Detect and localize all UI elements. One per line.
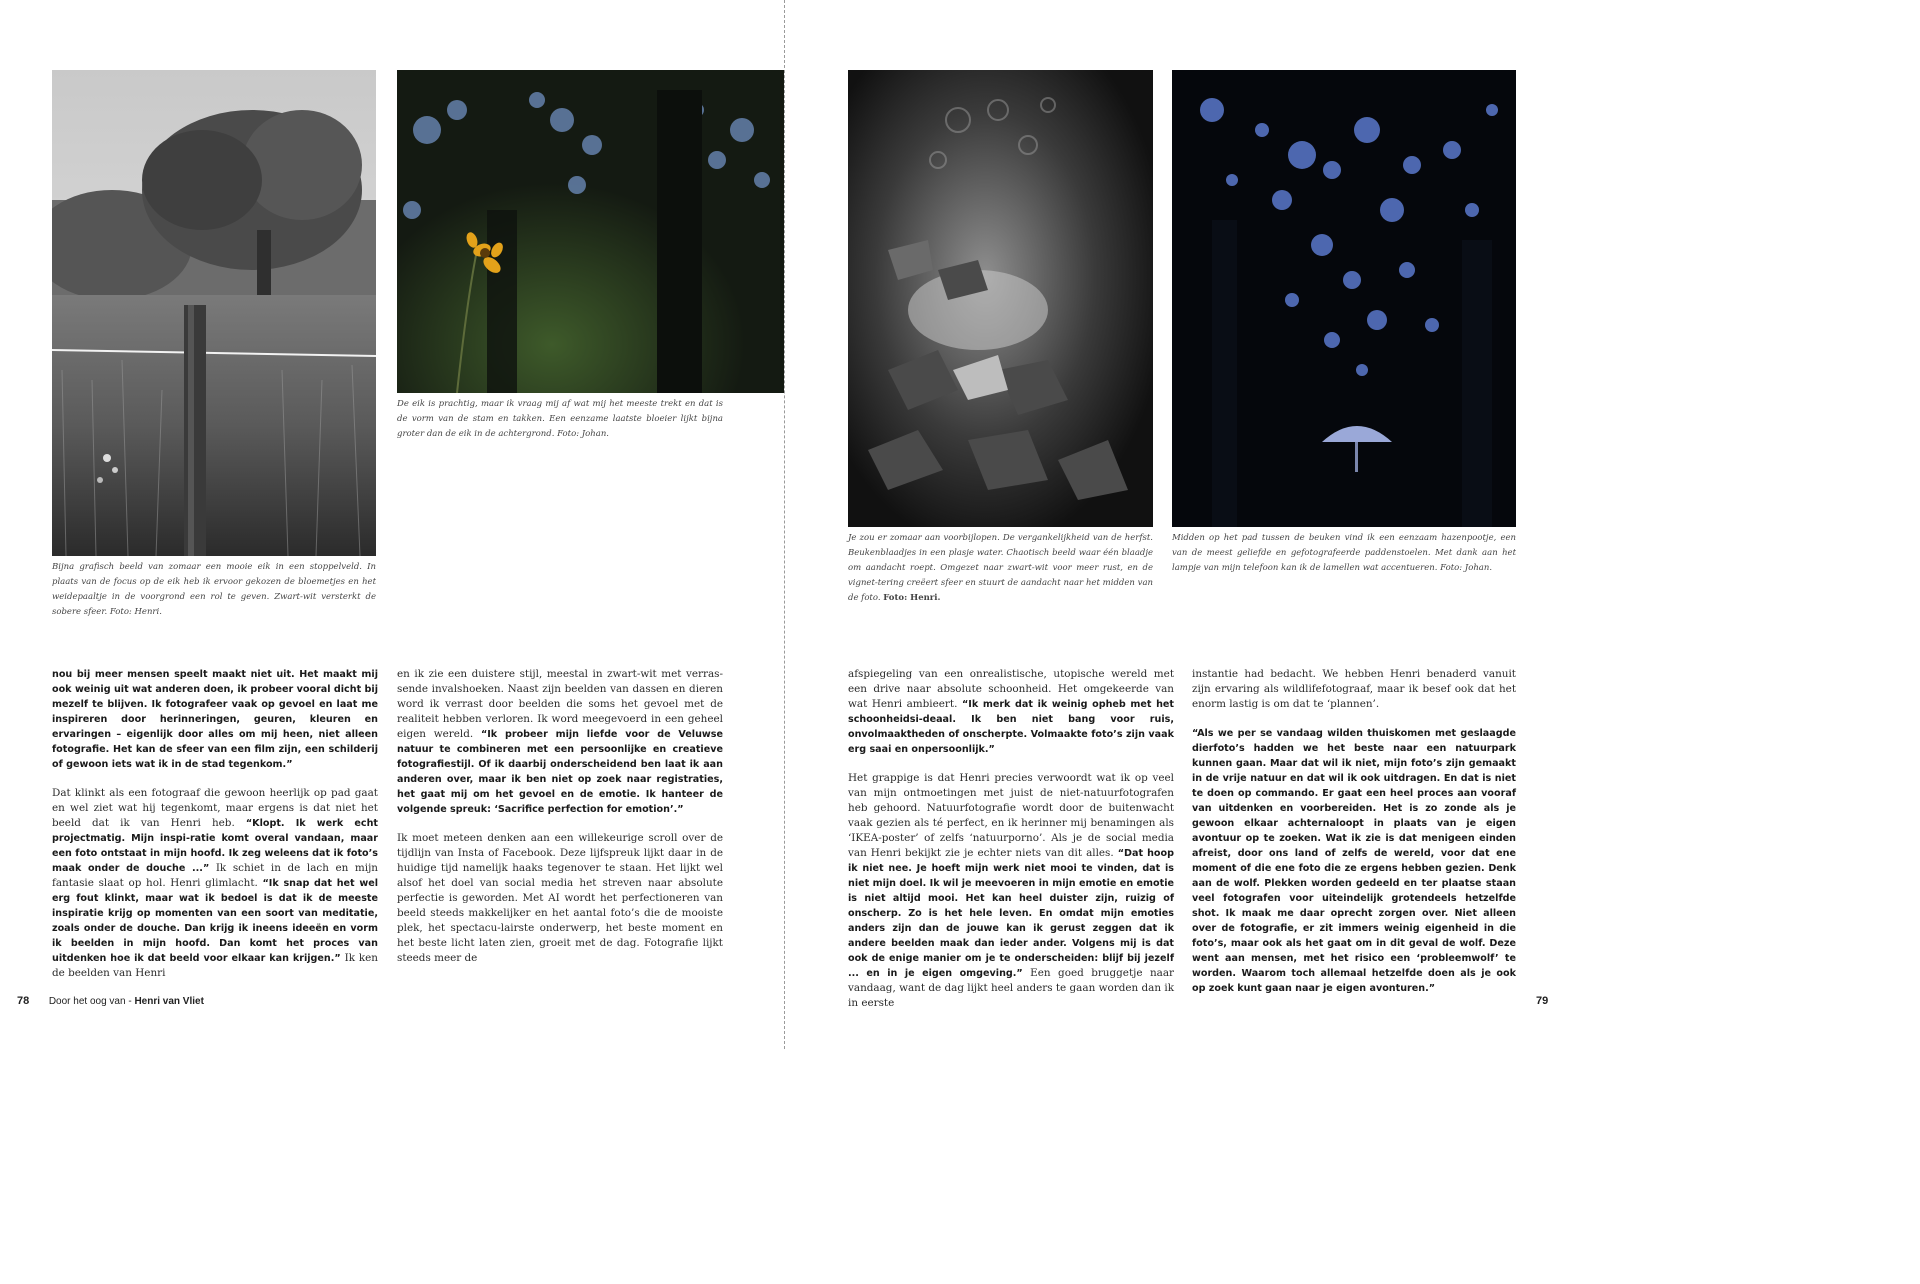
article-column-4 — [1192, 667, 1516, 1010]
quote: “Als we per se vandaag wilden thuiskomen met geslaagde dierfoto’s hadden we het beste naar een natuurpark kunnen gaan. Maar dat wil ik niet, mijn foto’s zijn gemaakt in de vrije natuur en dat wil ik ook uitdragen. En dat is niet te doen op commando. Er gaat een heel proces aan vooraf van uitdenken en voorbereiden. Het is zo zonde als je gewoon elkaar achternaloopt in plaats van je eigen avontuur op te zoeken. Wat ik zie is dat menigeen einden afreist, door ons land of zelfs de wereld, voor dat ene moment of die ene foto die ze ergens hebben gezien. Denk aan de wolf. Plekken worden gedeeld en ter plaatse staan veel fotografen voor uiteindelijk grotendeels hetzelfde shot. Ik maak me daar oprecht zorgen over. Niet alleen over de fotografie, er zit immers weinig eigenheid in die foto’s, maar ook als het gaat om in dit geval de wolf. Deze went aan mensen, met het risico een ‘probleemwolf’ te worden. Waarom toch allemaal hetzelfde doen als je ook op zoek kunt gaan naar je eigen avonturen.” — [1192, 728, 1516, 994]
subject-name: Henri van Vliet — [134, 996, 204, 1007]
article-column-1 — [52, 667, 378, 995]
quote: nou bij meer mensen speelt maakt niet uit. Het maakt mij ook weinig uit wat anderen doen, ik probeer vooral dicht bij mezelf te blijven. Ik fotografeer vaak op gevoel en laat me inspireren door herinneringen, geuren, kleuren en ervaringen – eigenlijk door alles om mij heen, niet alleen fotografie. Het kan de sfeer van een film zijn, een schilderij of gewoon iets wat ik in de stad tegenkom.” — [52, 669, 378, 770]
footer-right — [1536, 995, 1548, 1007]
paragraph — [397, 831, 723, 966]
photo-oak-field — [52, 70, 376, 556]
paragraph — [397, 667, 723, 817]
quote: “Dat hoop ik niet nee. Je hoeft mijn werk niet mooi te vinden, dat is niet mijn doel. Ik wil je meevoeren in mijn emotie en emotie is niet altijd mooi. Het kan heel duister zijn, ruizig of onscherp. Zo is het hele leven. En omdat mijn emoties anders zijn dan de jouwe kan ik gerust zeggen dat ik andere beelden maak dan ieder ander. Volgens mij is dat ook de enige manier om je te onderscheiden: blijf bij jezelf ... en in je eigen omgeving.” — [848, 848, 1174, 979]
paragraph — [848, 667, 1174, 757]
footer-separator: - — [128, 996, 132, 1007]
text: en ik zie een duistere stijl, meestal in zwart-wit met verras-sende invalshoeken. Naast zijn beelden van dassen en dieren word ik verrast door beelden die soms het gevoel met de realiteit hebben verloren. Ik word meegevoerd in een geheel eigen wereld. — [397, 668, 723, 740]
page-number-left: 78 — [17, 995, 30, 1007]
paragraph — [52, 786, 378, 981]
text: Ik moet meteen denken aan een willekeurige scroll over de tijdlijn van Insta of Facebook. Deze lijfspreuk lijkt daar in de huidige tijd namelijk haaks tegenover te staan. Het lijkt wel alsof het doel van social media het streven naar absolute perfectie is geworden. Met AI wordt het perfectioneren van beeld steeds makkelijker en het aantal foto’s die de mooiste plek, het spectacu-lairste onderwerp, het beste moment en het beste licht laten zien, groeit met de dag. Fotografie lijkt steeds meer de — [397, 832, 723, 964]
photo-beech-leaves — [848, 70, 1153, 527]
series-title: Door het oog van — [48, 996, 126, 1007]
quote: “Ik snap dat het wel erg fout klinkt, maar wat ik bedoel is dat ik de meeste inspiratie krijg op momenten van een soort van meditatie, zoals onder de douche. Dan krijg ik ineens ideeën en vorm ik beelden in mijn hoofd. Dan komt het proces van uitdenken hoe ik dat beeld voor elkaar kan krijgen.” — [52, 878, 378, 964]
paragraph — [52, 667, 378, 772]
text: Dat klinkt als een fotograaf die gewoon heerlijk op pad gaat en wel ziet wat hij tegenkomt, maar ergens is dat niet het beeld dat ik van Henri heb. — [52, 787, 378, 829]
caption-beech-leaves-text: Je zou er zomaar aan voorbijlopen. De vergankelijkheid van de herfst. Beukenblaadjes in een plasje water. Chaotisch beeld waar één blaadje om aandacht roept. Omgezet naar zwart-wit voor meer rust, en de vignet-tering creëert sfeer en stuurt de aandacht naar het midden van de foto. — [848, 533, 1153, 603]
caption-yellow-flower: De eik is prachtig, maar ik vraag mij af wat mij het meeste trekt en dat is de vorm van de stam en takken. Een eenzame laatste bloeier lijkt bijna groter dan de eik in de achtergrond. Foto: Johan. — [397, 399, 723, 439]
footer-left — [17, 995, 204, 1007]
text: Het grappige is dat Henri precies verwoordt wat ik op veel van mijn ontmoetingen met juist de niet-natuurfotografen heb gehoord. Natuurfotografie wordt door de buitenwacht vaak gezien als té perfect, en ik herinner mij benamingen als ‘IKEA-poster’ of zelfs ‘natuurporno’. Als je de social media van Henri bekijkt zie je echter niets van dit alles. — [848, 772, 1174, 859]
caption-oak-field: Bijna grafisch beeld van zomaar een mooie eik in een stoppelveld. In plaats van de focus op de eik heb ik ervoor gekozen de bloemetjes en het weidepaaltje in de voorgrond een rol te geven. Zwart-wit versterkt de sobere sfeer. Foto: Henri. — [52, 562, 376, 617]
article-column-2 — [397, 667, 723, 980]
text: Ik ken de beelden van Henri — [52, 952, 378, 979]
caption-beech-leaves-credit: Foto: Henri. — [883, 593, 941, 603]
caption-beech-leaves — [848, 531, 1153, 606]
quote: “Klopt. Ik werk echt projectmatig. Mijn inspi-ratie komt overal vandaan, maar een foto ontstaat in mijn hoofd. Ik zeg weleens dat ik foto’s maak onder de douche ...” — [52, 818, 378, 874]
text: Ik schiet in de lach en mijn fantasie slaat op hol. Henri glimlacht. — [52, 862, 378, 889]
caption-mushroom: Midden op het pad tussen de beuken vind ik een eenzaam hazenpootje, een van de meest geliefde en gefotografeerde paddenstoelen. Met dank aan het lampje van mijn telefoon kan ik de lamellen wat accentueren. Foto: Johan. — [1172, 533, 1516, 573]
article-column-3 — [848, 667, 1174, 1025]
photo-yellow-flower — [397, 70, 784, 393]
text: instantie had bedacht. We hebben Henri benaderd vanuit zijn ervaring als wildlifefotograaf, maar ik besef ook dat het enorm lastig is om dat te ‘plannen’. — [1192, 668, 1516, 710]
page-number-right: 79 — [1536, 995, 1549, 1007]
paragraph — [1192, 726, 1516, 996]
paragraph — [848, 771, 1174, 1011]
spread-divider — [784, 0, 785, 1049]
paragraph — [1192, 667, 1516, 712]
text: afspiegeling van een onrealistische, utopische wereld met een drive naar absolute schoonheid. Het omgekeerde van wat Henri ambieert. — [848, 668, 1174, 710]
quote: “Ik merk dat ik weinig opheb met het schoonheidsi-deaal. Ik ben niet bang voor ruis, onvolmaaktheden of onscherpte. Volmaakte foto’s zijn vaak erg saai en onpersoonlijk.” — [848, 699, 1174, 755]
quote: “Ik probeer mijn liefde voor de Veluwse natuur te combineren met een persoonlijke en creatieve fotografiestijl. Of ik daarbij onderscheidend ben laat ik aan anderen over, maar ik ben niet op zoek naar registraties, het gaat mij om het gevoel en de emotie. Ik hanteer de volgende spreuk: ‘Sacrifice perfection for emotion’.” — [397, 729, 723, 815]
text: Een goed bruggetje naar vandaag, want de dag lijkt heel anders te gaan worden dan ik in eerste — [848, 967, 1174, 1009]
photo-mushroom — [1172, 70, 1516, 527]
